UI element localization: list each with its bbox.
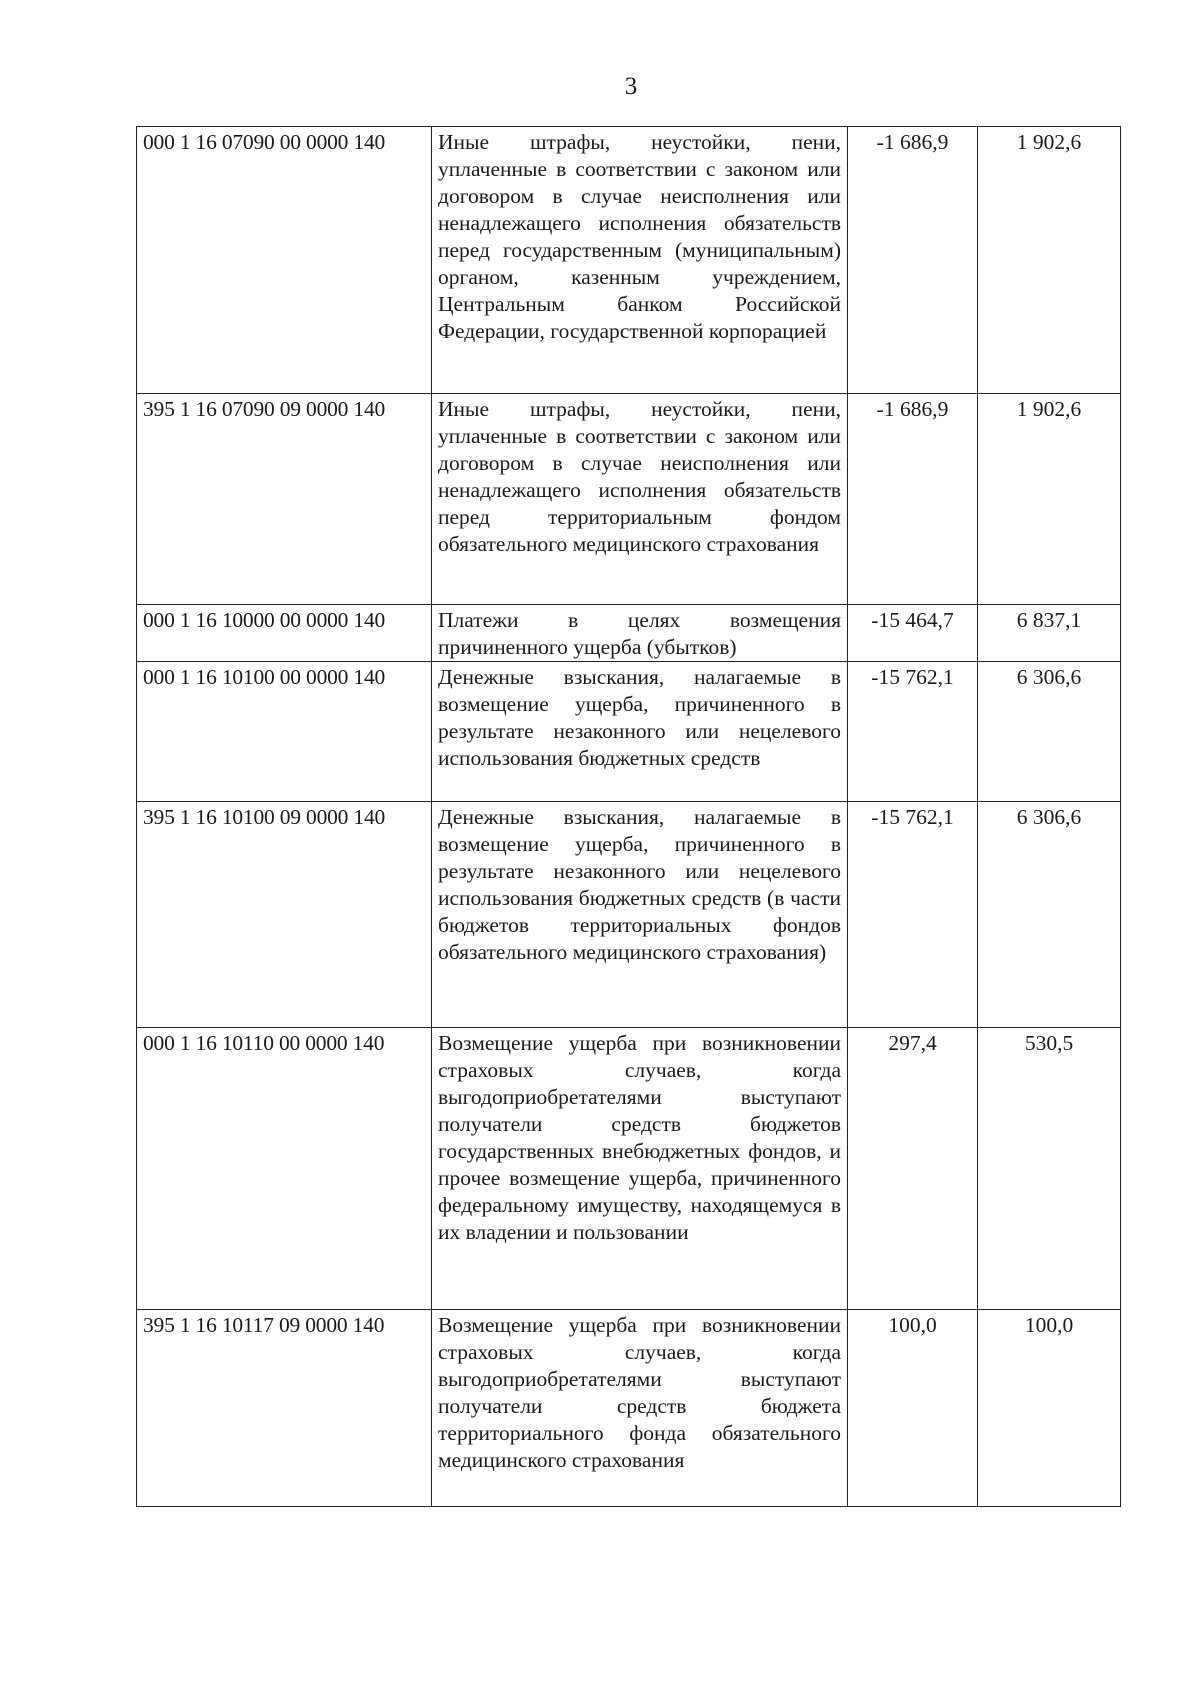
row-code-cell: 000 1 16 10000 00 0000 140 — [137, 605, 432, 662]
row-value1-cell: -15 762,1 — [848, 802, 978, 1028]
row-code-cell: 000 1 16 10110 00 0000 140 — [137, 1028, 432, 1310]
row-value2-cell: 100,0 — [978, 1310, 1121, 1507]
budget-table — [136, 126, 1121, 1507]
table-row — [137, 802, 1121, 1028]
row-value2-cell: 1 902,6 — [978, 394, 1121, 605]
row-name-cell: Иные штрафы, неустойки, пени, уплаченные в соответствии с законом или договором в случае неисполнения или ненадлежащего исполнения обязательств перед государственным (муниципальным) органом, казенным учреждением, Центральным банком Российской Федерации, государственной корпорацией — [432, 127, 848, 394]
row-value2-cell: 530,5 — [978, 1028, 1121, 1310]
page-number: 3 — [624, 73, 638, 100]
table-row — [137, 662, 1121, 802]
row-code-cell: 395 1 16 10117 09 0000 140 — [137, 1310, 432, 1507]
row-value1-cell: -15 762,1 — [848, 662, 978, 802]
row-name-cell: Возмещение ущерба при возникновении страховых случаев, когда выгодоприобретателями выступают получатели средств бюджетов государственных внебюджетных фондов, и прочее возмещение ущерба, причиненного федеральному имуществу, находящемуся в их владении и пользовании — [432, 1028, 848, 1310]
row-code-cell: 000 1 16 07090 00 0000 140 — [137, 127, 432, 394]
row-value1-cell: -15 464,7 — [848, 605, 978, 662]
row-code-cell: 395 1 16 10100 09 0000 140 — [137, 802, 432, 1028]
table-row — [137, 394, 1121, 605]
row-value1-cell: -1 686,9 — [848, 127, 978, 394]
table-row — [137, 1028, 1121, 1310]
row-value2-cell: 6 306,6 — [978, 662, 1121, 802]
row-name-cell: Денежные взыскания, налагаемые в возмещение ущерба, причиненного в результате незаконного или нецелевого использования бюджетных средств — [432, 662, 848, 802]
row-value1-cell: 100,0 — [848, 1310, 978, 1507]
row-value2-cell: 1 902,6 — [978, 127, 1121, 394]
row-name-cell: Денежные взыскания, налагаемые в возмещение ущерба, причиненного в результате незаконного или нецелевого использования бюджетных средств (в части бюджетов территориальных фондов обязательного медицинского страхования) — [432, 802, 848, 1028]
table-row — [137, 605, 1121, 662]
row-value1-cell: 297,4 — [848, 1028, 978, 1310]
table-row — [137, 1310, 1121, 1507]
row-code-cell: 000 1 16 10100 00 0000 140 — [137, 662, 432, 802]
row-value2-cell: 6 306,6 — [978, 802, 1121, 1028]
row-value1-cell: -1 686,9 — [848, 394, 978, 605]
row-value2-cell: 6 837,1 — [978, 605, 1121, 662]
row-code-cell: 395 1 16 07090 09 0000 140 — [137, 394, 432, 605]
row-name-cell: Платежи в целях возмещения причиненного ущерба (убытков) — [432, 605, 848, 662]
row-name-cell: Иные штрафы, неустойки, пени, уплаченные в соответствии с законом или договором в случае неисполнения или ненадлежащего исполнения обязательств перед территориальным фондом обязательного медицинского страхования — [432, 394, 848, 605]
table-row — [137, 127, 1121, 394]
row-name-cell: Возмещение ущерба при возникновении страховых случаев, когда выгодоприобретателями выступают получатели средств бюджета территориального фонда обязательного медицинского страхования — [432, 1310, 848, 1507]
